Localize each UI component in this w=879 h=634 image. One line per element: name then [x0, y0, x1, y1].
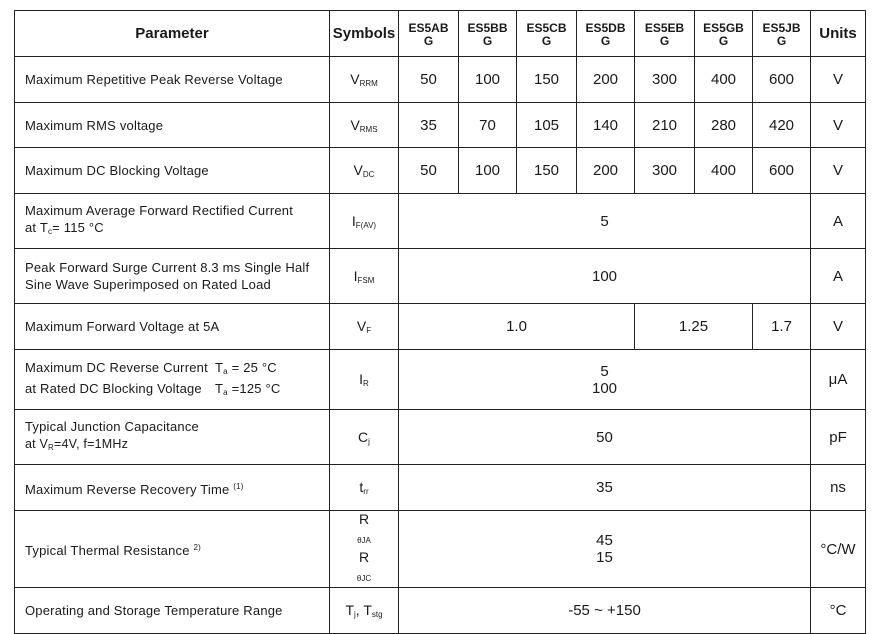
value-cell: 105: [517, 103, 577, 148]
symbol-cell: R $_{\theta JA}$ R $_{\theta JC}$: [330, 511, 399, 588]
value-cell: 200: [577, 148, 635, 194]
parameter-cell: Maximum DC Reverse Current $T_a = 25$ °C at Rated DC Blocking Voltage $T_a =125$ °C: [15, 350, 330, 410]
parameter-cell: Maximum Repetitive Peak Reverse Voltage: [15, 57, 330, 103]
table-row: [15, 148, 866, 194]
value-cell: 1.25: [635, 304, 753, 350]
table-row: [15, 410, 866, 465]
table-row: [15, 350, 866, 410]
value-cell: 35: [399, 465, 811, 511]
unit-cell: pF: [811, 410, 866, 465]
unit-cell: μA: [811, 350, 866, 410]
table-row: [15, 511, 866, 588]
value-cell: 35: [399, 103, 459, 148]
device-header: ES5EB G: [635, 11, 695, 57]
value-cell: 50: [399, 410, 811, 465]
parameter-cell: Typical Junction Capacitance at $V_R=4V$, f=1MHz: [15, 410, 330, 465]
symbol-cell: $T_j$, $T_{stg}$: [330, 588, 399, 634]
value-cell: 100: [399, 249, 811, 304]
device-header: ES5JB G: [753, 11, 811, 57]
parameter-cell: Maximum DC Blocking Voltage: [15, 148, 330, 194]
device-header: ES5BB G: [459, 11, 517, 57]
value-cell: 200: [577, 57, 635, 103]
value-cell: 70: [459, 103, 517, 148]
value-cell: 5 100: [399, 350, 811, 410]
value-cell: 150: [517, 148, 577, 194]
value-cell: 400: [695, 57, 753, 103]
value-cell: 600: [753, 57, 811, 103]
unit-cell: V: [811, 57, 866, 103]
symbol-cell: $I_R$: [330, 350, 399, 410]
symbols-header: Symbols: [330, 11, 399, 57]
value-cell: -55 ~ +150: [399, 588, 811, 634]
value-cell: 1.7: [753, 304, 811, 350]
table-row: [15, 304, 866, 350]
unit-cell: V: [811, 148, 866, 194]
value-cell: 300: [635, 57, 695, 103]
value-cell: 400: [695, 148, 753, 194]
symbol-cell: $I_{FSM}$: [330, 249, 399, 304]
parameter-cell: Peak Forward Surge Current 8.3 ms Single Half Sine Wave Superimposed on Rated Load: [15, 249, 330, 304]
table-row: [15, 103, 866, 148]
header-row: [15, 11, 866, 57]
value-cell: 50: [399, 148, 459, 194]
table-row: [15, 249, 866, 304]
value-cell: 1.0: [399, 304, 635, 350]
unit-cell: °C/W: [811, 511, 866, 588]
symbol-cell: $V_{RRM}$: [330, 57, 399, 103]
parameter-header: Parameter: [15, 11, 330, 57]
parameter-cell: Maximum Average Forward Rectified Current at $T_c= 115$ °C: [15, 194, 330, 249]
symbol-cell: $C_j$: [330, 410, 399, 465]
value-cell: 5: [399, 194, 811, 249]
symbol-cell: $V_{RMS}$: [330, 103, 399, 148]
device-header: ES5GB G: [695, 11, 753, 57]
symbol-cell: $I_{F(AV)}$: [330, 194, 399, 249]
specifications-table: [14, 10, 866, 634]
value-cell: 45 15: [399, 511, 811, 588]
unit-cell: A: [811, 249, 866, 304]
value-cell: 600: [753, 148, 811, 194]
unit-cell: V: [811, 304, 866, 350]
units-header: Units: [811, 11, 866, 57]
table-row: [15, 194, 866, 249]
parameter-cell: Maximum RMS voltage: [15, 103, 330, 148]
symbol-cell: $V_{DC}$: [330, 148, 399, 194]
table-row: [15, 588, 866, 634]
value-cell: 100: [459, 57, 517, 103]
device-header: ES5CB G: [517, 11, 577, 57]
parameter-cell: Typical Thermal Resistance $^{2)}$: [15, 511, 330, 588]
symbol-cell: $V_F$: [330, 304, 399, 350]
parameter-cell: Maximum Reverse Recovery Time $^{(1)}$: [15, 465, 330, 511]
value-cell: 280: [695, 103, 753, 148]
parameter-cell: Maximum Forward Voltage at 5A: [15, 304, 330, 350]
parameter-cell: Operating and Storage Temperature Range: [15, 588, 330, 634]
table-row: [15, 57, 866, 103]
value-cell: 100: [459, 148, 517, 194]
device-header: ES5AB G: [399, 11, 459, 57]
unit-cell: V: [811, 103, 866, 148]
symbol-cell: $t_{rr}$: [330, 465, 399, 511]
value-cell: 300: [635, 148, 695, 194]
device-header: ES5DB G: [577, 11, 635, 57]
value-cell: 150: [517, 57, 577, 103]
table-row: [15, 465, 866, 511]
value-cell: 210: [635, 103, 695, 148]
unit-cell: A: [811, 194, 866, 249]
unit-cell: ns: [811, 465, 866, 511]
value-cell: 420: [753, 103, 811, 148]
unit-cell: °C: [811, 588, 866, 634]
value-cell: 50: [399, 57, 459, 103]
value-cell: 140: [577, 103, 635, 148]
